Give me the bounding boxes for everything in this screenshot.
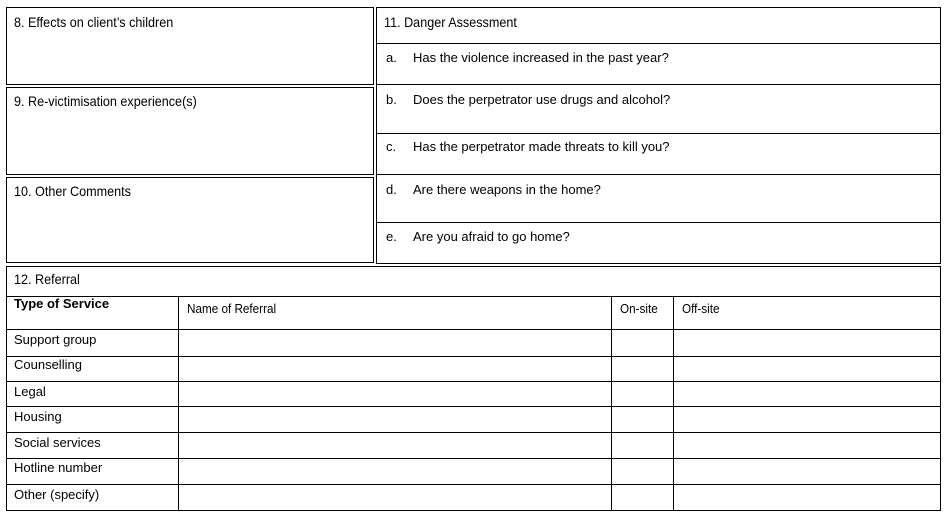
danger-question-e[interactable]: [376, 223, 941, 264]
referral-offsite-cell[interactable]: [674, 330, 940, 356]
question-text: Has the perpetrator made threats to kill you?: [413, 139, 670, 154]
referral-offsite-cell[interactable]: [674, 485, 940, 510]
question-letter: a.: [386, 50, 397, 65]
referral-name-cell[interactable]: [179, 459, 611, 484]
danger-question-c[interactable]: [376, 134, 941, 174]
referral-name-cell[interactable]: [179, 485, 611, 510]
referral-name-cell[interactable]: [179, 407, 611, 432]
referral-onsite-cell[interactable]: [612, 485, 673, 510]
referral-onsite-cell[interactable]: [612, 330, 673, 356]
referral-row-label: Other (specify): [14, 487, 100, 502]
header-on-site: On-site: [620, 301, 658, 316]
referral-row-label: Social services: [14, 435, 101, 450]
referral-onsite-cell[interactable]: [612, 459, 673, 484]
question-text: Does the perpetrator use drugs and alcohol?: [413, 92, 671, 107]
referral-name-cell[interactable]: [179, 433, 611, 458]
question-text: Are there weapons in the home?: [413, 182, 601, 197]
section-10-label: 10. Other Comments: [14, 183, 131, 199]
referral-row-label: Housing: [14, 409, 62, 424]
question-letter: e.: [386, 229, 397, 244]
question-letter: b.: [386, 92, 397, 107]
referral-offsite-cell[interactable]: [674, 382, 940, 406]
referral-onsite-cell[interactable]: [612, 433, 673, 458]
referral-offsite-cell[interactable]: [674, 459, 940, 484]
referral-header-top: [6, 296, 941, 297]
header-off-site: Off-site: [682, 301, 720, 316]
referral-onsite-cell[interactable]: [612, 407, 673, 432]
header-type-of-service: Type of Service: [14, 296, 110, 311]
referral-offsite-cell[interactable]: [674, 357, 940, 381]
header-name-of-referral: Name of Referral: [187, 301, 277, 316]
question-letter: c.: [386, 139, 397, 154]
danger-question-b[interactable]: [376, 85, 941, 133]
question-text: Has the violence increased in the past year?: [413, 50, 669, 65]
section-8-label: 8. Effects on client’s children: [14, 14, 174, 30]
referral-row-label: Legal: [14, 384, 46, 399]
question-text: Are you afraid to go home?: [413, 229, 570, 244]
referral-title: 12. Referral: [14, 271, 80, 287]
danger-question-d[interactable]: [376, 175, 941, 222]
referral-offsite-cell[interactable]: [674, 407, 940, 432]
referral-row-label: Support group: [14, 332, 97, 347]
referral-name-cell[interactable]: [179, 357, 611, 381]
danger-assessment-title: 11. Danger Assessment: [384, 14, 517, 30]
referral-name-cell[interactable]: [179, 382, 611, 406]
referral-offsite-cell[interactable]: [674, 433, 940, 458]
section-9-label: 9. Re-victimisation experience(s): [14, 93, 197, 109]
referral-name-cell[interactable]: [179, 330, 611, 356]
referral-onsite-cell[interactable]: [612, 357, 673, 381]
question-letter: d.: [386, 182, 397, 197]
danger-question-a[interactable]: [376, 44, 941, 84]
referral-row-label: Counselling: [14, 357, 82, 372]
referral-onsite-cell[interactable]: [612, 382, 673, 406]
referral-row-label: Hotline number: [14, 460, 103, 475]
